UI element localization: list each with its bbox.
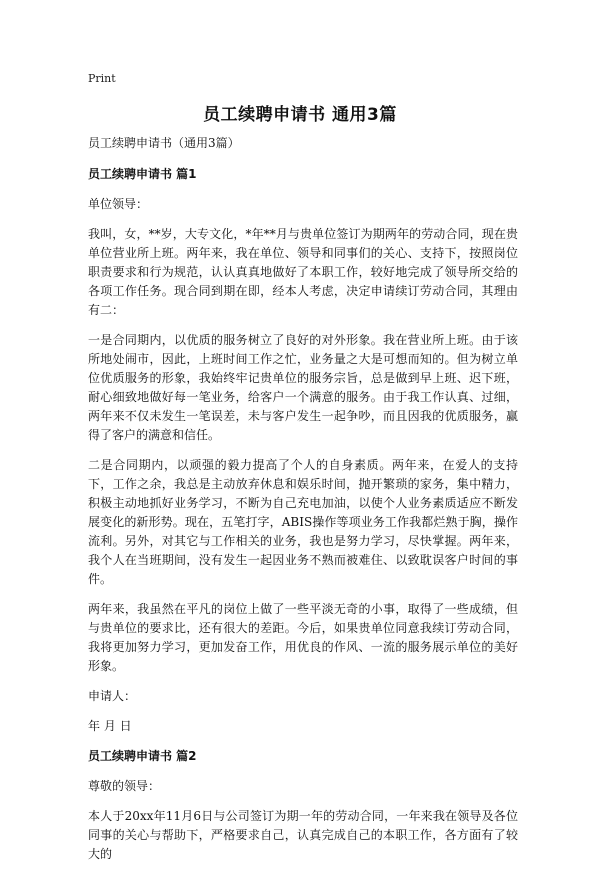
- section-1-paragraph: 两年来，我虽然在平凡的岗位上做了一些平淡无奇的小事，取得了一些成绩，但与贵单位的要求比，还有很大的差距。今后，如果贵单位同意我续订劳动合同，我将更加努力学习，更加发奋工作，用优良的作风、一流的服务展示单位的美好形象。: [88, 602, 518, 673]
- section-2-paragraph: 本人于20xx年11月6日与公司签订为期一年的劳动合同，一年来我在领导及各位同事的关心与帮助下，严格要求自己，认真完成自己的本职工作，各方面有了较大的: [88, 809, 518, 861]
- section-2-greeting: 尊敬的领导：: [88, 779, 161, 793]
- date-label: 年 月 日: [88, 719, 132, 733]
- section-1-paragraph: 一是合同期内，以优质的服务树立了良好的对外形象。我在营业所上班。由于该所地处闹市，因此，上班时间工作之忙，业务量之大是可想而知的。但为树立单位优质服务的形象，我始终牢记贵单位的服务宗旨，总是做到早上班、迟下班，耐心细致地做好每一笔业务，给客户一个满意的服务。由于我工作认真、过细，两年来不仅未发生一笔误差，未与客户发生一起争吵，而且因我的优质服务，赢得了客户的满意和信任。: [88, 333, 518, 442]
- section-heading-2: 员工续聘申请书 篇2: [88, 749, 197, 763]
- section-heading-1: 员工续聘申请书 篇1: [88, 167, 197, 181]
- document-body: [88, 134, 518, 875]
- section-1-paragraph: 二是合同期内，以顽强的毅力提高了个人的自身素质。两年来，在爱人的支持下，工作之余，我总是主动放弃休息和娱乐时间，抛开繁琐的家务，集中精力，积极主动地抓好业务学习，不断为自己充电加油，以使个人业务素质适应不断发展变化的新形势。现在，五笔打字，ABIS操作等项业务工作我都烂熟于胸，操作流利。另外，对其它与工作相关的业务，我也是努力学习，尽快掌握。两年来，我个人在当班期间，没有发生一起因业务不熟而被难住、以致耽误客户时间的事件。: [88, 458, 518, 586]
- document-subtitle: 员工续聘申请书（通用3篇）: [88, 136, 240, 150]
- section-1-paragraph: 我叫，女，**岁，大专文化，*年**月与贵单位签订为期两年的劳动合同，现在贵单位营业所上班。两年来，我在单位、领导和同事们的关心、支持下，按照岗位职责要求和行为规范，认认真真地做好了本职工作，较好地完成了领导所交给的各项工作任务。现合同到期在即，经本人考虑，决定申请续订劳动合同，其理由有二：: [88, 227, 518, 317]
- print-label: Print: [88, 72, 116, 85]
- page-title: 员工续聘申请书 通用3篇: [203, 105, 397, 125]
- applicant-label: 申请人：: [88, 689, 137, 703]
- section-1-greeting: 单位领导：: [88, 197, 149, 211]
